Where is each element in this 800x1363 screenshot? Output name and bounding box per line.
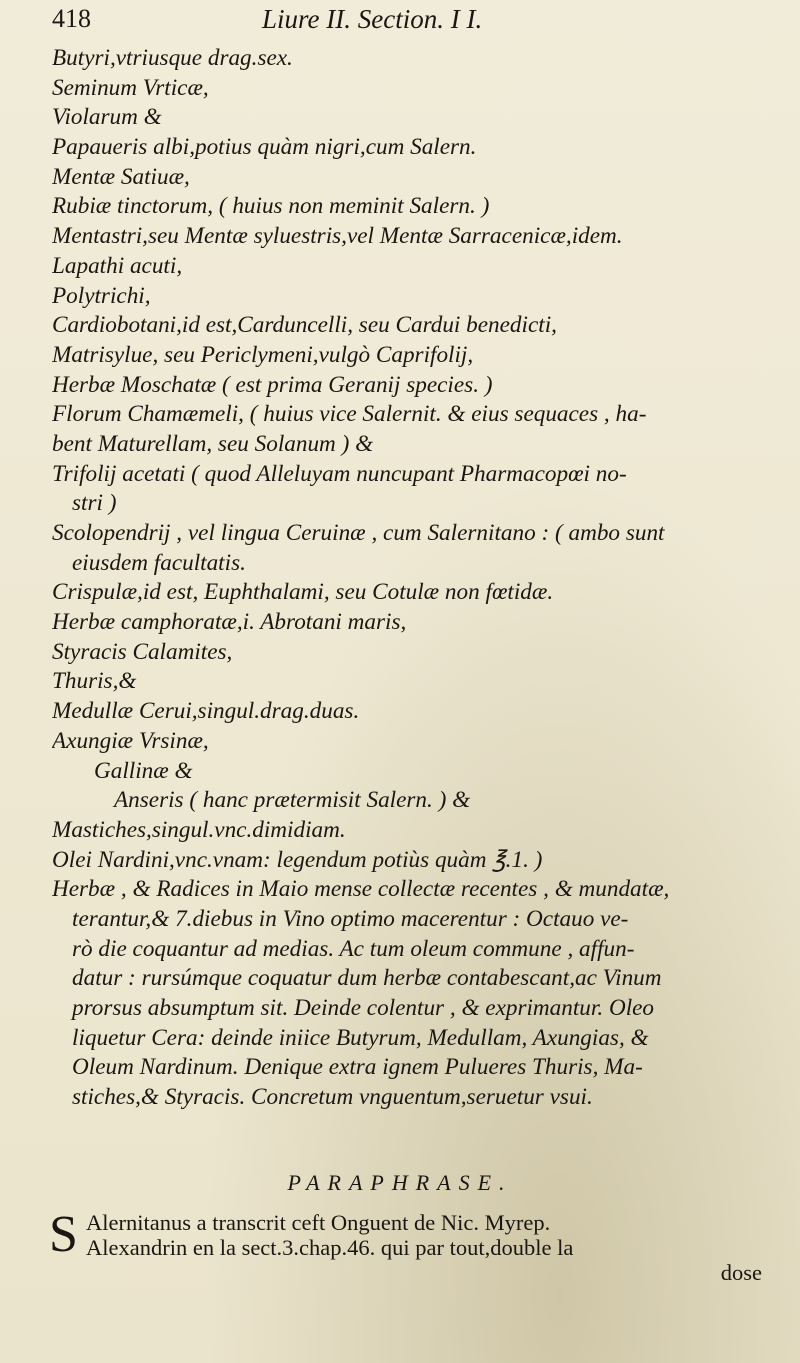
text-line: Axungiæ Vrsinæ, (52, 727, 209, 754)
text-line: Mentastri,seu Mentæ syluestris,vel Mentæ Sarracenicæ,idem. (52, 223, 623, 250)
text-line: rò die coquantur ad medias. Ac tum oleum commune , affun- (72, 935, 635, 962)
text-line: eiusdem facultatis. (72, 549, 246, 576)
text-line: stri ) (72, 490, 117, 517)
text-line: Herbæ camphoratæ,i. Abrotani maris, (52, 609, 407, 636)
text-line: Scolopendrij , vel lingua Ceruinæ , cum Salernitano : ( ambo sunt (52, 520, 665, 546)
text-line: Olei Nardini,vnc.vnam: legendum potiùs quàm ℥.1. ) (52, 846, 543, 873)
text-line: Styracis Calamites, (52, 638, 233, 665)
text-line: Florum Chamæmeli, ( huius vice Salernit. & eius sequaces , ha- (52, 401, 647, 428)
text-line: Crispulæ,id est, Euphthalami, seu Cotulæ non fœtidæ. (52, 579, 554, 606)
drop-capital: S (49, 1206, 78, 1263)
text-line: terantur,& 7.diebus in Vino optimo macerentur : Octauo ve- (72, 905, 629, 932)
text-line: Polytrichi, (52, 282, 151, 309)
text-line: Gallinæ & (94, 757, 193, 784)
text-line: stiches,& Styracis. Concretum vnguentum,seruetur vsui. (72, 1084, 593, 1111)
text-line: bent Maturellam, seu Solanum ) & (52, 430, 374, 457)
text-line: Mastiches,singul.vnc.dimidiam. (52, 816, 346, 843)
text-line: Oleum Nardinum. Denique extra ignem Pulueres Thuris, Ma- (72, 1054, 643, 1081)
text-line: Lapathi acuti, (52, 252, 183, 279)
text-line: Mentæ Satiuæ, (52, 163, 190, 190)
text-line: Seminum Vrticæ, (52, 74, 209, 101)
section-heading: PARAPHRASE. (287, 1170, 513, 1195)
text-line: Medullæ Cerui,singul.drag.duas. (52, 698, 360, 725)
page-number: 418 (52, 4, 91, 33)
text-line: Matrisylue, seu Periclymeni,vulgò Caprifolij, (52, 341, 474, 368)
running-title: Liure II. Section. I I. (262, 4, 483, 34)
text-line: Herbæ , & Radices in Maio mense collectæ recentes , & mundatæ, (52, 876, 670, 903)
paraphrase-text (49, 1206, 792, 1285)
text-line: Thuris,& (52, 668, 137, 695)
paraphrase-line: Alexandrin en la sect.3.chap.46. qui par tout,double la (86, 1235, 574, 1260)
text-line: Anseris ( hanc prætermisit Salern. ) & (114, 787, 471, 814)
page-header (52, 4, 772, 38)
recipe-text (52, 44, 792, 1113)
text-line: Herbæ Moschatæ ( est prima Geranij species. ) (52, 371, 493, 398)
text-line: prorsus absumptum sit. Deinde colentur , & exprimantur. Oleo (72, 995, 655, 1021)
text-line: Butyri,vtriusque drag.sex. (52, 45, 293, 71)
paraphrase-line: Alernitanus a transcrit ceft Onguent de Nic. Myrep. (86, 1210, 551, 1235)
text-line: Rubiæ tinctorum, ( huius non meminit Salern. ) (52, 193, 490, 220)
text-line: Papaueris albi,potius quàm nigri,cum Salern. (52, 134, 477, 161)
text-line: Cardiobotani,id est,Carduncelli, seu Cardui benedicti, (52, 312, 557, 339)
text-line: Violarum & (52, 104, 162, 131)
text-line: liquetur Cera: deinde iniice Butyrum, Medullam, Axungias, & (72, 1024, 649, 1051)
text-line: Trifolij acetati ( quod Alleluyam nuncupant Pharmacopœi no- (52, 460, 627, 487)
text-line: datur : rursúmque coquatur dum herbæ contabescant,ac Vinum (72, 965, 662, 992)
paraphrase-line: dose (720, 1260, 762, 1285)
